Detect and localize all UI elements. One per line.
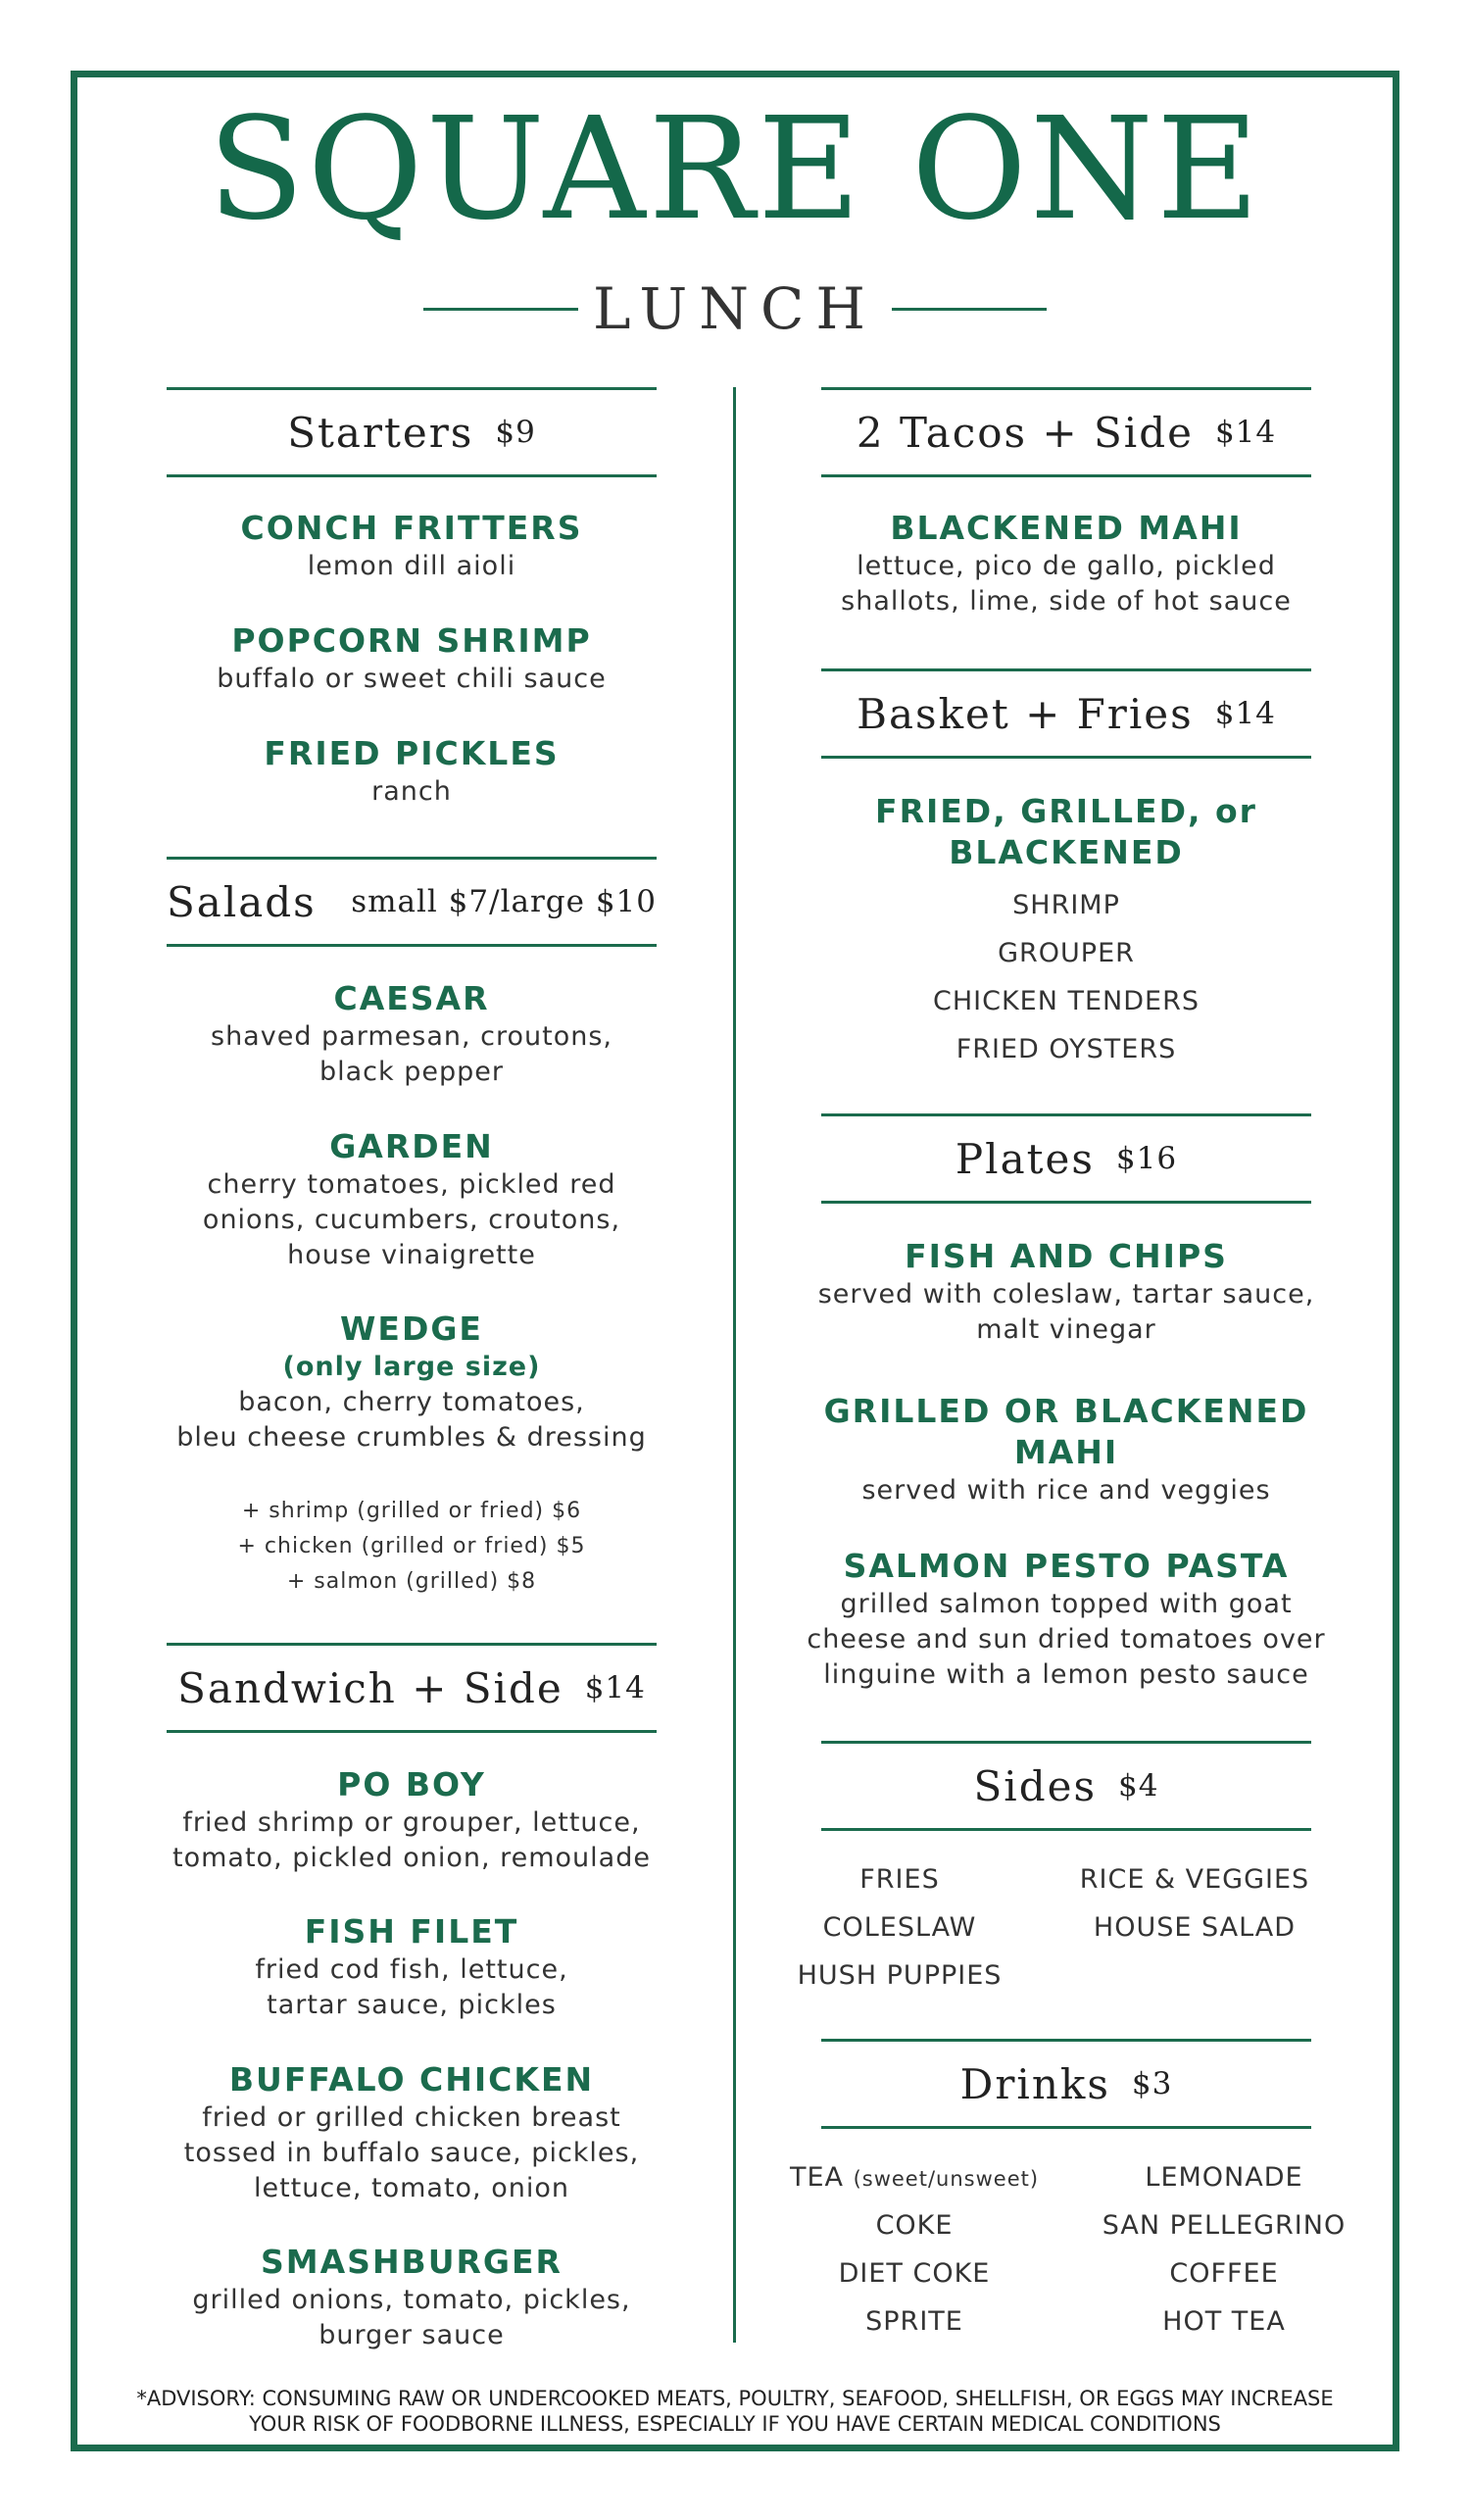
section-price: $3 (1131, 2066, 1173, 2101)
section-name: 2 Tacos + Side (856, 408, 1194, 457)
drink-item: SPRITE (865, 2306, 963, 2337)
menu-item (118, 2059, 706, 2206)
item-description: fried or grilled chicken breast (202, 2102, 621, 2133)
sides-header (821, 1741, 1311, 1831)
menu-item (118, 1126, 706, 1273)
menu-item (118, 508, 706, 584)
section-price: small $7/large $10 (351, 884, 657, 919)
item-description: lettuce, pico de gallo, pickled (857, 551, 1276, 581)
side-item: FRIES (859, 1864, 940, 1895)
drink-item: SAN PELLEGRINO (1102, 2210, 1347, 2241)
section-price: $9 (495, 415, 536, 450)
item-name: MAHI (1013, 1433, 1119, 1471)
menu-item (772, 1391, 1360, 1508)
section-name: Plates (955, 1134, 1095, 1183)
menu-item (772, 1236, 1360, 1348)
drink-item (753, 2153, 1076, 2203)
item-name: BLACKENED (949, 833, 1184, 871)
side-item: HOUSE SALAD (1093, 1912, 1297, 1943)
menu-item (118, 2242, 706, 2353)
item-description: served with coleslaw, tartar sauce, (817, 1279, 1315, 1309)
item-description: tossed in buffalo sauce, pickles, (183, 2138, 640, 2168)
menu-item (118, 978, 706, 1090)
menu-item (118, 1911, 706, 2023)
item-description: lettuce, tomato, onion (253, 2173, 569, 2203)
section-name: Sandwich + Side (177, 1663, 564, 1712)
addon-item: + chicken (grilled or fried) $5 (237, 1534, 586, 1558)
item-name: CAESAR (333, 979, 490, 1017)
section-name: Sides (973, 1761, 1098, 1810)
menu-item (118, 1764, 706, 1876)
item-description: cheese and sun dried tomatoes over (807, 1624, 1326, 1655)
plates-header (821, 1113, 1311, 1204)
item-description: black pepper (319, 1057, 504, 1087)
column-divider (733, 387, 736, 2343)
sandwich-header (167, 1643, 657, 1733)
basket-option: SHRIMP (1012, 890, 1120, 920)
item-description: tomato, pickled onion, remoulade (172, 1843, 651, 1873)
drink-label: TEA (789, 2162, 844, 2193)
side-item: RICE & VEGGIES (1079, 1864, 1310, 1895)
menu-item (772, 508, 1360, 619)
advisory-line: *ADVISORY: CONSUMING RAW OR UNDERCOOKED MEATS, POULTRY, SEAFOOD, SHELLFISH, OR EGGS MAY INCREASE (136, 2387, 1334, 2410)
addon-item: + shrimp (grilled or fried) $6 (241, 1499, 582, 1523)
item-name: PO BOY (337, 1765, 486, 1804)
salad-addons (118, 1494, 706, 1600)
section-price: $14 (1214, 415, 1277, 450)
section-price: $4 (1118, 1768, 1159, 1804)
item-note: (only large size) (282, 1352, 541, 1382)
item-name: SMASHBURGER (261, 2243, 563, 2281)
drink-note: (sweet/unsweet) (853, 2167, 1040, 2191)
item-description: tartar sauce, pickles (267, 1990, 557, 2020)
side-item: HUSH PUPPIES (797, 1960, 1003, 1991)
basket-option: GROUPER (998, 938, 1135, 968)
item-name: FRIED PICKLES (264, 734, 560, 772)
item-description: grilled salmon topped with goat (840, 1589, 1293, 1619)
item-description: fried shrimp or grouper, lettuce, (182, 1807, 641, 1838)
item-description: ranch (371, 776, 452, 807)
item-description: malt vinegar (976, 1314, 1156, 1345)
item-name: GARDEN (329, 1127, 494, 1165)
item-description: served with rice and veggies (861, 1475, 1271, 1506)
item-name: CONCH FRITTERS (240, 509, 583, 547)
item-description: house vinaigrette (287, 1240, 536, 1270)
section-name: Drinks (959, 2059, 1110, 2108)
drink-item: COFFEE (1169, 2258, 1279, 2289)
menu-item (118, 733, 706, 810)
drink-item: LEMONADE (1145, 2162, 1303, 2193)
item-name: FISH FILET (304, 1912, 519, 1951)
basket-header (821, 668, 1311, 759)
subtitle-block (0, 274, 1470, 343)
menu-item (118, 1309, 706, 1456)
item-description: bleu cheese crumbles & dressing (176, 1422, 647, 1453)
addon-item: + salmon (grilled) $8 (286, 1569, 537, 1594)
item-description: bacon, cherry tomatoes, (238, 1387, 585, 1417)
menu-subtitle: LUNCH (593, 275, 877, 342)
menu-item (118, 620, 706, 697)
section-name: Starters (287, 408, 474, 457)
item-description: buffalo or sweet chili sauce (217, 664, 607, 694)
advisory-line: YOUR RISK OF FOODBORNE ILLNESS, ESPECIALLY IF YOU HAVE CERTAIN MEDICAL CONDITIONS (249, 2412, 1221, 2436)
item-name: WEDGE (340, 1309, 483, 1348)
item-description: shallots, lime, side of hot sauce (841, 586, 1292, 617)
section-price: $16 (1115, 1141, 1178, 1176)
item-description: burger sauce (318, 2320, 505, 2350)
item-name: FRIED, GRILLED, or (875, 792, 1257, 830)
basket-heading (772, 791, 1360, 873)
starters-header (167, 387, 657, 477)
item-description: fried cod fish, lettuce, (255, 1954, 568, 1985)
item-name: POPCORN SHRIMP (231, 621, 592, 660)
side-item: COLESLAW (822, 1912, 977, 1943)
food-advisory (0, 2386, 1470, 2437)
drink-item: COKE (875, 2210, 954, 2241)
item-name: FISH AND CHIPS (905, 1237, 1228, 1275)
menu-item (772, 1546, 1360, 1693)
subtitle-rule-right (892, 308, 1047, 311)
section-name: Salads (167, 877, 317, 926)
item-description: lemon dill aioli (307, 551, 516, 581)
basket-option: FRIED OYSTERS (956, 1034, 1177, 1064)
item-name: SALMON PESTO PASTA (843, 1547, 1290, 1585)
drink-item: HOT TEA (1162, 2306, 1286, 2337)
drinks-header (821, 2039, 1311, 2129)
item-description: grilled onions, tomato, pickles, (192, 2285, 631, 2315)
tacos-header (821, 387, 1311, 477)
item-name: BUFFALO CHICKEN (228, 2060, 595, 2099)
item-name: GRILLED OR BLACKENED (823, 1392, 1309, 1430)
drink-item: DIET COKE (838, 2258, 991, 2289)
item-description: linguine with a lemon pesto sauce (823, 1659, 1309, 1690)
basket-option: CHICKEN TENDERS (932, 986, 1200, 1016)
salads-header (167, 857, 657, 947)
section-price: $14 (584, 1670, 646, 1705)
item-description: shaved parmesan, croutons, (211, 1021, 612, 1052)
section-price: $14 (1214, 696, 1276, 731)
item-description: cherry tomatoes, pickled red (207, 1169, 616, 1200)
section-name: Basket + Fries (857, 689, 1194, 738)
restaurant-title: SQUARE ONE (207, 86, 1263, 251)
item-description: onions, cucumbers, croutons, (202, 1205, 621, 1235)
item-name: BLACKENED MAHI (890, 509, 1243, 547)
